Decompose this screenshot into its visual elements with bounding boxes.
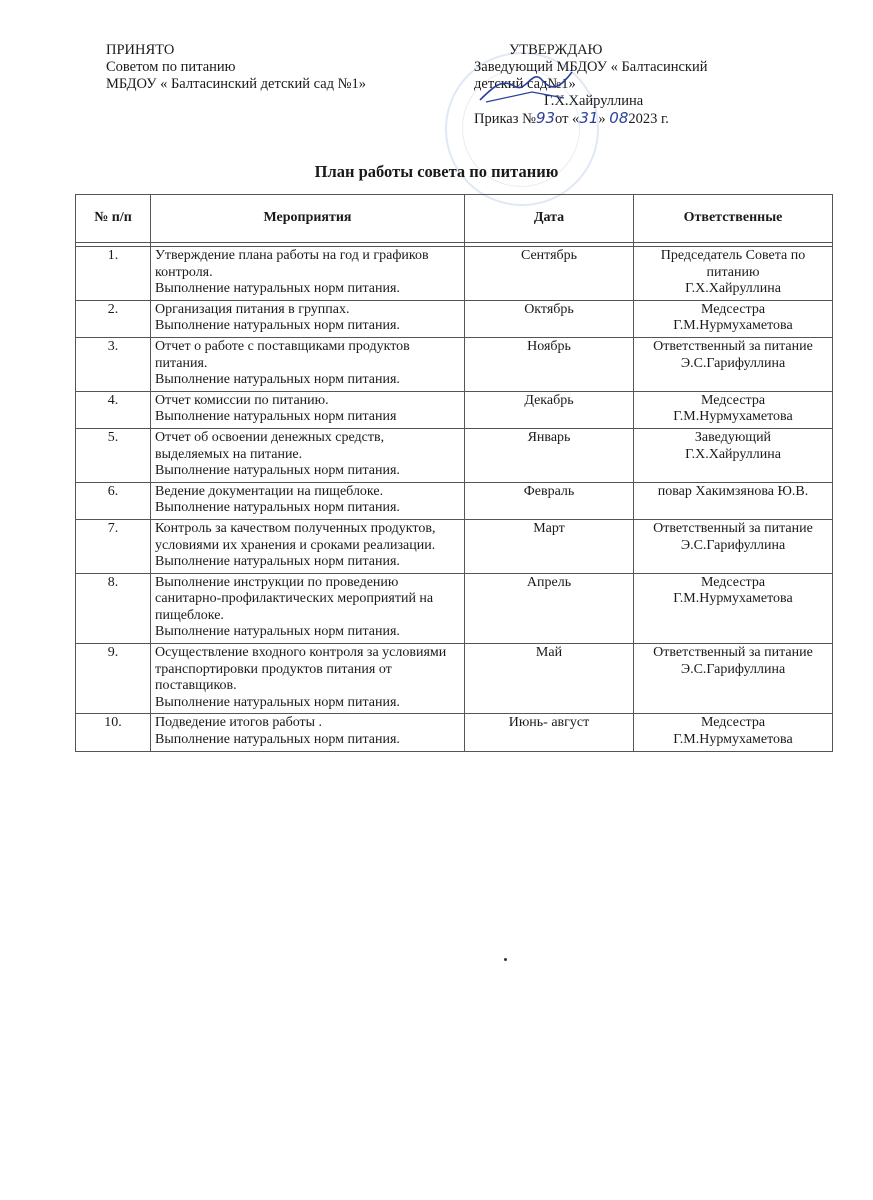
order-month: 08 <box>609 109 629 127</box>
cell-event: Выполнение инструкции по проведению санитарно-профилактических мероприятий на пищеблоке. Выполнение натуральных норм питания. <box>151 573 465 643</box>
table-header-row <box>76 195 833 243</box>
cell-event: Утверждение плана работы на год и графиков контроля. Выполнение натуральных норм питания. <box>151 247 465 301</box>
cell-event: Отчет о работе с поставщиками продуктов питания. Выполнение натуральных норм питания. <box>151 337 465 391</box>
accepted-line2: Советом по питанию <box>106 59 236 75</box>
accepted-block <box>106 42 366 93</box>
cell-event: Осуществление входного контроля за условиями транспортировки продуктов питания от поставщиков. Выполнение натуральных норм питания. <box>151 644 465 714</box>
cell-event: Контроль за качеством полученных продуктов, условиями их хранения и сроками реализации. Выполнение натуральных норм питания. <box>151 519 465 573</box>
cell-date: Июнь- август <box>465 714 634 751</box>
table-row <box>76 247 833 301</box>
cell-date: Апрель <box>465 573 634 643</box>
cell-date: Сентябрь <box>465 247 634 301</box>
table-row <box>76 391 833 428</box>
table-row <box>76 428 833 482</box>
cell-resp: повар Хакимзянова Ю.В. <box>634 482 833 519</box>
table-row <box>76 714 833 751</box>
signature-icon <box>472 58 592 108</box>
cell-date: Октябрь <box>465 300 634 337</box>
page-title: План работы совета по питанию <box>314 162 559 181</box>
header-num: № п/п <box>76 195 151 243</box>
cell-num: 4. <box>76 391 151 428</box>
cell-resp: Председатель Совета по питанию Г.Х.Хайруллина <box>634 247 833 301</box>
cell-num: 9. <box>76 644 151 714</box>
plan-table <box>75 194 833 752</box>
cell-num: 3. <box>76 337 151 391</box>
scan-speck <box>504 958 507 961</box>
cell-resp: Заведующий Г.Х.Хайруллина <box>634 428 833 482</box>
header-resp: Ответственные <box>634 195 833 243</box>
cell-num: 6. <box>76 482 151 519</box>
cell-resp: Медсестра Г.М.Нурмухаметова <box>634 714 833 751</box>
table-row <box>76 644 833 714</box>
order-mid: » <box>598 111 610 127</box>
cell-resp: Ответственный за питание Э.С.Гарифуллина <box>634 644 833 714</box>
cell-event: Организация питания в группах. Выполнение натуральных норм питания. <box>151 300 465 337</box>
order-from: от « <box>555 111 580 127</box>
cell-event: Отчет комиссии по питанию. Выполнение натуральных норм питания <box>151 391 465 428</box>
cell-event: Ведение документации на пищеблоке. Выполнение натуральных норм питания. <box>151 482 465 519</box>
approved-line1: УТВЕРЖДАЮ <box>509 42 603 58</box>
cell-num: 5. <box>76 428 151 482</box>
cell-resp: Ответственный за питание Э.С.Гарифуллина <box>634 337 833 391</box>
cell-resp: Медсестра Г.М.Нурмухаметова <box>634 391 833 428</box>
approved-line3: детский сад№1» <box>474 76 576 92</box>
table-row <box>76 482 833 519</box>
order-prefix: Приказ № <box>474 111 536 127</box>
table-row <box>76 573 833 643</box>
cell-date: Декабрь <box>465 391 634 428</box>
cell-num: 10. <box>76 714 151 751</box>
cell-date: Ноябрь <box>465 337 634 391</box>
table-row <box>76 337 833 391</box>
table-body <box>76 243 833 752</box>
accepted-line3: МБДОУ « Балтасинский детский сад №1» <box>106 76 366 92</box>
order-line <box>474 110 708 128</box>
approved-line2: Заведующий МБДОУ « Балтасинский <box>474 59 708 75</box>
cell-resp: Медсестра Г.М.Нурмухаметова <box>634 573 833 643</box>
order-year: 2023 г. <box>628 111 669 127</box>
cell-date: Январь <box>465 428 634 482</box>
cell-num: 7. <box>76 519 151 573</box>
cell-event: Отчет об освоении денежных средств, выделяемых на питание. Выполнение натуральных норм питания. <box>151 428 465 482</box>
cell-num: 1. <box>76 247 151 301</box>
cell-resp: Ответственный за питание Э.С.Гарифуллина <box>634 519 833 573</box>
cell-num: 2. <box>76 300 151 337</box>
accepted-line1: ПРИНЯТО <box>106 42 175 58</box>
cell-date: Май <box>465 644 634 714</box>
table-row <box>76 300 833 337</box>
order-number: 93 <box>535 109 556 127</box>
cell-date: Март <box>465 519 634 573</box>
cell-resp: Медсестра Г.М.Нурмухаметова <box>634 300 833 337</box>
cell-num: 8. <box>76 573 151 643</box>
sign-name: Г.Х.Хайруллина <box>544 93 644 109</box>
cell-event: Подведение итогов работы . Выполнение натуральных норм питания. <box>151 714 465 751</box>
table-row <box>76 519 833 573</box>
header-date: Дата <box>465 195 634 243</box>
order-day: 31 <box>579 109 599 127</box>
cell-date: Февраль <box>465 482 634 519</box>
header-event: Мероприятия <box>151 195 465 243</box>
